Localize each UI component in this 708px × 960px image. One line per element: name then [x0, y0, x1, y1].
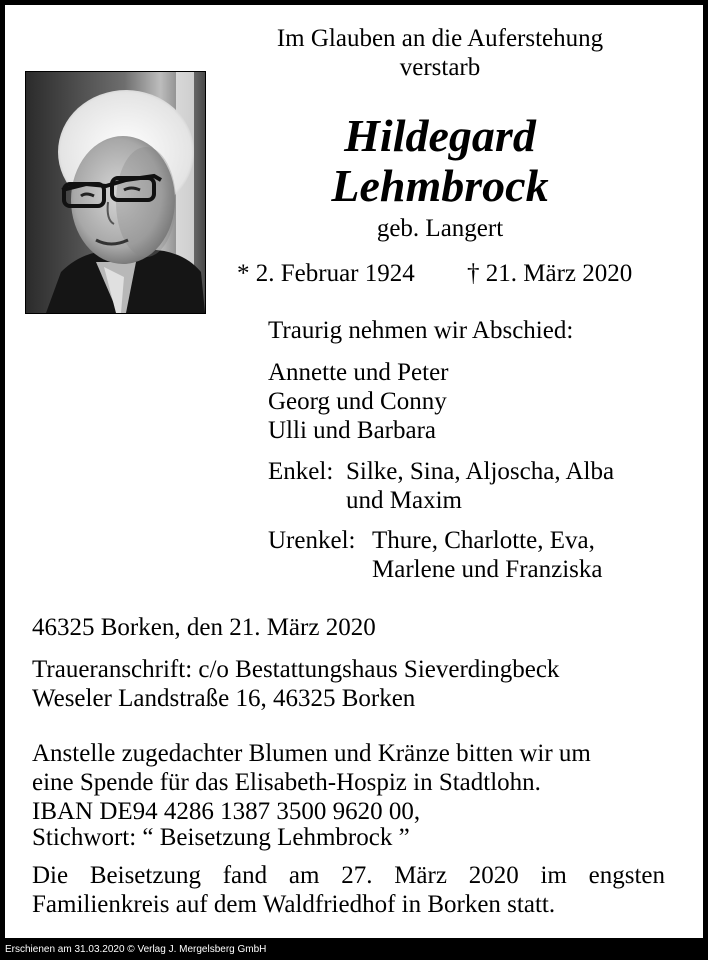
header-line-1: Im Glauben an die Auferstehung — [276, 25, 604, 52]
portrait-photo — [25, 71, 206, 314]
birth-name: geb. Langert — [376, 215, 504, 242]
deceased-last-name: Lehmbrock — [331, 160, 549, 211]
grandchildren-label: Enkel: — [268, 458, 334, 485]
great-grandchildren-line-2: Marlene und Franziska — [372, 556, 603, 583]
child-entry-1: Annette und Peter — [268, 359, 449, 386]
donation-line-2: eine Spende für das Elisabeth-Hospiz in Stadtlohn. — [32, 769, 541, 796]
donation-iban: IBAN DE94 4286 1387 3500 9620 00, — [32, 798, 421, 825]
funeral-line-1: Die Beisetzung fand am 27. März 2020 im engsten — [32, 862, 665, 889]
child-entry-2: Georg und Conny — [268, 388, 447, 415]
publication-footer: Erschienen am 31.03.2020 © Verlag J. Mergelsberg GmbH — [5, 944, 267, 955]
child-entry-3: Ulli und Barbara — [268, 417, 437, 444]
death-date: † 21. März 2020 — [467, 260, 633, 287]
obituary-notice — [5, 5, 703, 938]
donation-line-1: Anstelle zugedachter Blumen und Kränze bitten wir um — [32, 740, 591, 767]
portrait-image — [26, 72, 205, 313]
birth-date: * 2. Februar 1924 — [237, 260, 415, 287]
mourners-intro: Traurig nehmen wir Abschied: — [268, 317, 574, 344]
great-grandchildren-line-1: Thure, Charlotte, Eva, — [372, 527, 595, 554]
place-and-date: 46325 Borken, den 21. März 2020 — [32, 614, 376, 641]
address-line-2: Weseler Landstraße 16, 46325 Borken — [32, 685, 416, 712]
funeral-line-2: Familienkreis auf dem Waldfriedhof in Borken statt. — [32, 891, 556, 918]
deceased-first-name: Hildegard — [344, 110, 536, 161]
great-grandchildren-label: Urenkel: — [268, 527, 356, 554]
donation-keyword: Stichwort: “ Beisetzung Lehmbrock ” — [32, 824, 410, 851]
grandchildren-line-1: Silke, Sina, Aljoscha, Alba — [346, 458, 615, 485]
grandchildren-line-2: und Maxim — [346, 487, 462, 514]
header-line-2: verstarb — [399, 54, 481, 81]
address-line-1: Traueranschrift: c/o Bestattungshaus Sieverdingbeck — [32, 656, 560, 683]
